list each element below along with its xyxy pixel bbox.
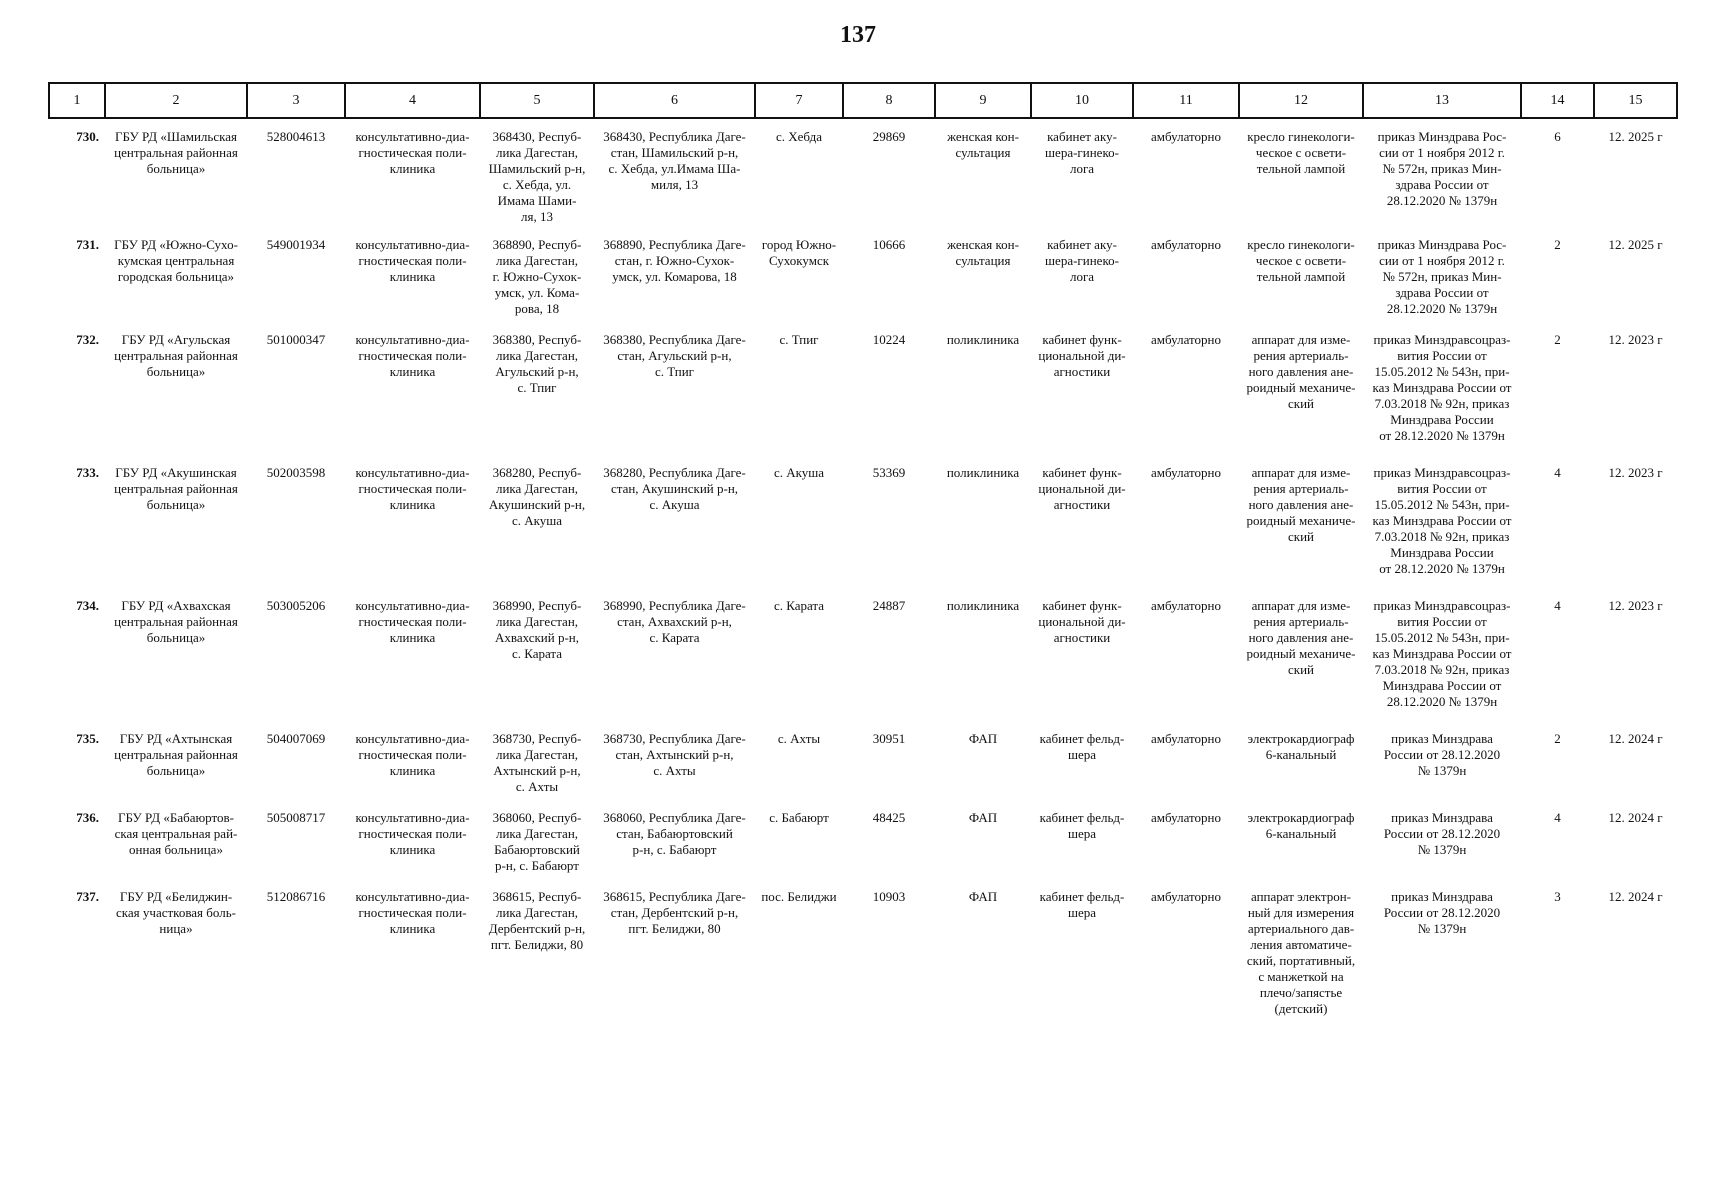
locality-cell <box>755 596 843 729</box>
column-header: 2 <box>105 83 247 118</box>
equipment-name: аппарат электрон- ный для измерения артериального дав- ления автоматиче- ский, портативный, с манжеткой на плечо/запястье (детский) <box>1246 889 1356 1016</box>
population: 48425 <box>872 810 906 825</box>
care-mode: амбулаторно <box>1151 731 1221 746</box>
room-name-cell <box>1031 729 1133 808</box>
care-mode: амбулаторно <box>1151 129 1221 144</box>
table-row <box>49 118 1677 235</box>
population-cell <box>843 330 935 463</box>
organization-name-cell <box>105 596 247 729</box>
room-name-cell <box>1031 808 1133 887</box>
locality-cell <box>755 463 843 596</box>
population: 53369 <box>872 465 906 480</box>
facility-type: консультативно-диа- гностическая поли- клиника <box>355 465 470 512</box>
column-header: 11 <box>1133 83 1239 118</box>
facility-type-cell <box>345 808 480 887</box>
table-row <box>49 729 1677 808</box>
address-full-cell <box>594 235 755 330</box>
organization-name-cell <box>105 887 247 1037</box>
row-number: 730. <box>76 129 99 144</box>
due-date: 12. 2023 г <box>1608 598 1663 613</box>
due-date-cell <box>1594 463 1677 596</box>
quantity: 6 <box>1554 129 1561 144</box>
locality-cell <box>755 887 843 1037</box>
care-mode-cell <box>1133 118 1239 235</box>
quantity: 3 <box>1554 889 1561 904</box>
care-mode: амбулаторно <box>1151 598 1221 613</box>
facility-type: консультативно-диа- гностическая поли- клиника <box>355 598 470 645</box>
inn-code-cell <box>247 330 345 463</box>
unit-type-cell <box>935 596 1031 729</box>
row-number-cell <box>49 118 105 235</box>
address-short-cell <box>480 330 594 463</box>
order-reference: приказ Минздравсоцраз- вития России от 15.05.2012 № 543н, при- каз Минздрава России от 7.03.2018 № 92н, приказ Минздрава России от 28.12.2020 № 1379н <box>1372 332 1512 443</box>
quantity: 2 <box>1554 237 1561 252</box>
unit-type: ФАП <box>968 810 998 825</box>
organization-name-cell <box>105 118 247 235</box>
locality-cell <box>755 808 843 887</box>
facility-type-cell <box>345 330 480 463</box>
inn-code: 504007069 <box>266 731 326 746</box>
column-header: 14 <box>1521 83 1594 118</box>
order-reference-cell <box>1363 887 1521 1037</box>
address-short-cell <box>480 118 594 235</box>
order-reference-cell <box>1363 729 1521 808</box>
facility-type-cell <box>345 887 480 1037</box>
row-number: 733. <box>76 465 99 480</box>
organization-name: ГБУ РД «Шамильская центральная районная больница» <box>114 129 238 176</box>
facility-type: консультативно-диа- гностическая поли- клиника <box>355 129 470 176</box>
order-reference-cell <box>1363 118 1521 235</box>
locality: с. Тпиг <box>779 332 819 347</box>
care-mode: амбулаторно <box>1151 332 1221 347</box>
room-name: кабинет функ- циональной ди- агностики <box>1038 332 1126 379</box>
order-reference: приказ Минздравсоцраз- вития России от 15.05.2012 № 543н, при- каз Минздрава России от 7.03.2018 № 92н, приказ Минздрава России от 28.12.2020 № 1379н <box>1372 465 1512 576</box>
unit-type-cell <box>935 118 1031 235</box>
header-row <box>49 83 1677 118</box>
inn-code: 505008717 <box>266 810 326 825</box>
row-number-cell <box>49 887 105 1037</box>
quantity-cell <box>1521 235 1594 330</box>
equipment-name-cell <box>1239 808 1363 887</box>
unit-type-cell <box>935 729 1031 808</box>
unit-type-cell <box>935 330 1031 463</box>
room-name-cell <box>1031 118 1133 235</box>
locality: пос. Белиджи <box>761 889 837 904</box>
row-number: 737. <box>76 889 99 904</box>
address-short: 368380, Респуб- лика Дагестан, Агульский р-н, с. Тпиг <box>492 332 582 395</box>
equipment-name: аппарат для изме- рения артериаль- ного давления ане- роидный механиче- ский <box>1246 332 1356 411</box>
due-date: 12. 2024 г <box>1608 731 1663 746</box>
address-full: 368280, Республика Даге- стан, Акушинский р-н, с. Акуша <box>603 465 746 512</box>
quantity-cell <box>1521 596 1594 729</box>
address-full-cell <box>594 596 755 729</box>
column-header: 10 <box>1031 83 1133 118</box>
address-full-cell <box>594 330 755 463</box>
address-full-cell <box>594 887 755 1037</box>
equipment-name: кресло гинекологи- ческое с освети- тельной лампой <box>1247 129 1355 176</box>
facility-type: консультативно-диа- гностическая поли- клиника <box>355 810 470 857</box>
equipment-name: аппарат для изме- рения артериаль- ного давления ане- роидный механиче- ский <box>1246 598 1356 677</box>
population: 30951 <box>872 731 906 746</box>
organization-name-cell <box>105 330 247 463</box>
organization-name-cell <box>105 463 247 596</box>
row-number-cell <box>49 729 105 808</box>
due-date: 12. 2025 г <box>1608 237 1663 252</box>
address-short-cell <box>480 887 594 1037</box>
address-short-cell <box>480 235 594 330</box>
quantity-cell <box>1521 808 1594 887</box>
organization-name-cell <box>105 808 247 887</box>
organization-name: ГБУ РД «Ахвахская центральная районная больница» <box>114 598 238 645</box>
address-full: 368380, Республика Даге- стан, Агульский р-н, с. Тпиг <box>603 332 746 379</box>
inn-code-cell <box>247 887 345 1037</box>
inn-code-cell <box>247 118 345 235</box>
quantity-cell <box>1521 887 1594 1037</box>
order-reference: приказ Минздрава России от 28.12.2020 № 1379н <box>1383 731 1501 778</box>
care-mode-cell <box>1133 729 1239 808</box>
organization-name-cell <box>105 235 247 330</box>
address-full: 368730, Республика Даге- стан, Ахтынский р-н, с. Ахты <box>603 731 746 778</box>
inn-code: 549001934 <box>266 237 326 252</box>
locality: с. Бабаюрт <box>769 810 829 825</box>
care-mode-cell <box>1133 596 1239 729</box>
locality-cell <box>755 118 843 235</box>
quantity: 4 <box>1554 465 1561 480</box>
inn-code-cell <box>247 463 345 596</box>
column-header: 4 <box>345 83 480 118</box>
organization-name-cell <box>105 729 247 808</box>
address-full: 368990, Республика Даге- стан, Ахвахский р-н, с. Карата <box>603 598 746 645</box>
order-reference-cell <box>1363 235 1521 330</box>
due-date-cell <box>1594 887 1677 1037</box>
organization-name: ГБУ РД «Ахтынская центральная районная больница» <box>114 731 238 778</box>
organization-name: ГБУ РД «Южно-Сухо- кумская центральная городская больница» <box>114 237 238 284</box>
quantity-cell <box>1521 729 1594 808</box>
unit-type-cell <box>935 235 1031 330</box>
inn-code: 503005206 <box>266 598 326 613</box>
order-reference: приказ Минздравсоцраз- вития России от 15.05.2012 № 543н, при- каз Минздрава России от 7.03.2018 № 92н, приказ Минздрава России от 28.12.2020 № 1379н <box>1372 598 1512 709</box>
room-name-cell <box>1031 463 1133 596</box>
address-full: 368430, Республика Даге- стан, Шамильский р-н, с. Хебда, ул.Имама Ша- миля, 13 <box>603 129 746 192</box>
due-date-cell <box>1594 729 1677 808</box>
unit-type: поликлиника <box>946 465 1020 480</box>
due-date-cell <box>1594 330 1677 463</box>
address-short: 368430, Респуб- лика Дагестан, Шамильский р-н, с. Хебда, ул. Имама Шами- ля, 13 <box>488 129 586 224</box>
room-name-cell <box>1031 330 1133 463</box>
order-reference-cell <box>1363 463 1521 596</box>
population: 10224 <box>872 332 906 347</box>
equipment-name-cell <box>1239 596 1363 729</box>
row-number: 735. <box>76 731 99 746</box>
population: 24887 <box>872 598 906 613</box>
room-name: кабинет аку- шера-гинеко- лога <box>1045 129 1119 176</box>
unit-type-cell <box>935 808 1031 887</box>
population-cell <box>843 808 935 887</box>
due-date: 12. 2024 г <box>1608 889 1663 904</box>
column-header: 8 <box>843 83 935 118</box>
inn-code-cell <box>247 808 345 887</box>
population-cell <box>843 463 935 596</box>
due-date-cell <box>1594 118 1677 235</box>
facility-type: консультативно-диа- гностическая поли- клиника <box>355 237 470 284</box>
column-header: 3 <box>247 83 345 118</box>
due-date-cell <box>1594 808 1677 887</box>
row-number: 731. <box>76 237 99 252</box>
equipment-name-cell <box>1239 330 1363 463</box>
locality: с. Хебда <box>775 129 823 144</box>
unit-type: поликлиника <box>946 332 1020 347</box>
order-reference: приказ Минздрава России от 28.12.2020 № 1379н <box>1383 889 1501 936</box>
facility-type: консультативно-диа- гностическая поли- клиника <box>355 332 470 379</box>
facility-type-cell <box>345 118 480 235</box>
address-short: 368730, Респуб- лика Дагестан, Ахтынский р-н, с. Ахты <box>492 731 582 794</box>
column-header: 1 <box>49 83 105 118</box>
row-number: 736. <box>76 810 99 825</box>
care-mode-cell <box>1133 330 1239 463</box>
row-number-cell <box>49 330 105 463</box>
unit-type: поликлиника <box>946 598 1020 613</box>
inn-code-cell <box>247 729 345 808</box>
population-cell <box>843 887 935 1037</box>
column-header: 9 <box>935 83 1031 118</box>
column-header: 7 <box>755 83 843 118</box>
quantity: 2 <box>1554 731 1561 746</box>
room-name: кабинет фельд- шера <box>1039 810 1125 841</box>
care-mode-cell <box>1133 463 1239 596</box>
care-mode: амбулаторно <box>1151 465 1221 480</box>
address-short-cell <box>480 596 594 729</box>
equipment-name: аппарат для изме- рения артериаль- ного давления ане- роидный механиче- ский <box>1246 465 1356 544</box>
address-full: 368890, Республика Даге- стан, г. Южно-Сухок- умск, ул. Комарова, 18 <box>603 237 746 284</box>
address-short: 368990, Респуб- лика Дагестан, Ахвахский р-н, с. Карата <box>492 598 582 661</box>
order-reference: приказ Минздрава Рос- сии от 1 ноября 2012 г. № 572н, приказ Мин- здрава России от 28.12.2020 № 1379н <box>1377 237 1507 316</box>
quantity: 4 <box>1554 598 1561 613</box>
order-reference: приказ Минздрава России от 28.12.2020 № 1379н <box>1383 810 1501 857</box>
population: 29869 <box>872 129 906 144</box>
quantity-cell <box>1521 330 1594 463</box>
unit-type: женская кон- сультация <box>947 237 1019 268</box>
unit-type: ФАП <box>968 889 998 904</box>
care-mode: амбулаторно <box>1151 237 1221 252</box>
column-header: 12 <box>1239 83 1363 118</box>
address-short-cell <box>480 463 594 596</box>
inn-code: 501000347 <box>266 332 326 347</box>
due-date-cell <box>1594 235 1677 330</box>
facility-type-cell <box>345 463 480 596</box>
facility-type-cell <box>345 729 480 808</box>
due-date-cell <box>1594 596 1677 729</box>
locality-cell <box>755 330 843 463</box>
room-name-cell <box>1031 887 1133 1037</box>
order-reference-cell <box>1363 596 1521 729</box>
column-header: 13 <box>1363 83 1521 118</box>
organization-name: ГБУ РД «Бабаюртов- ская центральная рай- онная больница» <box>114 810 238 857</box>
address-full-cell <box>594 463 755 596</box>
column-header: 5 <box>480 83 594 118</box>
facility-type: консультативно-диа- гностическая поли- клиника <box>355 889 470 936</box>
registry-table <box>48 82 1678 1037</box>
inn-code: 502003598 <box>266 465 326 480</box>
inn-code-cell <box>247 235 345 330</box>
equipment-name: электрокардиограф 6-канальный <box>1247 731 1355 762</box>
population-cell <box>843 118 935 235</box>
care-mode: амбулаторно <box>1151 810 1221 825</box>
table-row <box>49 330 1677 463</box>
equipment-name-cell <box>1239 235 1363 330</box>
equipment-name-cell <box>1239 887 1363 1037</box>
address-short-cell <box>480 808 594 887</box>
unit-type: женская кон- сультация <box>947 129 1019 160</box>
due-date: 12. 2025 г <box>1608 129 1663 144</box>
due-date: 12. 2024 г <box>1608 810 1663 825</box>
care-mode: амбулаторно <box>1151 889 1221 904</box>
facility-type-cell <box>345 235 480 330</box>
room-name-cell <box>1031 235 1133 330</box>
equipment-name-cell <box>1239 463 1363 596</box>
locality: с. Карата <box>773 598 825 613</box>
room-name: кабинет аку- шера-гинеко- лога <box>1045 237 1119 284</box>
population: 10666 <box>872 237 906 252</box>
row-number: 732. <box>76 332 99 347</box>
order-reference: приказ Минздрава Рос- сии от 1 ноября 2012 г. № 572н, приказ Мин- здрава России от 28.12.2020 № 1379н <box>1377 129 1507 208</box>
facility-type-cell <box>345 596 480 729</box>
address-full: 368615, Республика Даге- стан, Дербентский р-н, пгт. Белиджи, 80 <box>603 889 746 936</box>
room-name: кабинет функ- циональной ди- агностики <box>1038 598 1126 645</box>
address-full-cell <box>594 808 755 887</box>
order-reference-cell <box>1363 808 1521 887</box>
quantity: 4 <box>1554 810 1561 825</box>
row-number-cell <box>49 808 105 887</box>
address-full-cell <box>594 729 755 808</box>
equipment-name: кресло гинекологи- ческое с освети- тельной лампой <box>1247 237 1355 284</box>
organization-name: ГБУ РД «Акушинская центральная районная больница» <box>114 465 238 512</box>
page-number: 137 <box>840 22 876 48</box>
locality: город Южно- Сухокумск <box>761 237 837 268</box>
address-short-cell <box>480 729 594 808</box>
equipment-name: электрокардиограф 6-канальный <box>1247 810 1355 841</box>
population-cell <box>843 235 935 330</box>
address-full-cell <box>594 118 755 235</box>
due-date: 12. 2023 г <box>1608 332 1663 347</box>
unit-type: ФАП <box>968 731 998 746</box>
address-short: 368280, Респуб- лика Дагестан, Акушинский р-н, с. Акуша <box>488 465 586 528</box>
population: 10903 <box>872 889 906 904</box>
equipment-name-cell <box>1239 729 1363 808</box>
inn-code-cell <box>247 596 345 729</box>
locality-cell <box>755 729 843 808</box>
organization-name: ГБУ РД «Агульская центральная районная больница» <box>114 332 238 379</box>
address-short: 368060, Респуб- лика Дагестан, Бабаюртовский р-н, с. Бабаюрт <box>492 810 582 873</box>
population-cell <box>843 729 935 808</box>
table-row <box>49 887 1677 1037</box>
organization-name: ГБУ РД «Белиджин- ская участковая боль- ница» <box>116 889 236 936</box>
quantity-cell <box>1521 118 1594 235</box>
inn-code: 512086716 <box>266 889 326 904</box>
table-row <box>49 235 1677 330</box>
table-row <box>49 596 1677 729</box>
column-header: 6 <box>594 83 755 118</box>
room-name-cell <box>1031 596 1133 729</box>
row-number-cell <box>49 235 105 330</box>
care-mode-cell <box>1133 887 1239 1037</box>
locality-cell <box>755 235 843 330</box>
table-row <box>49 808 1677 887</box>
row-number-cell <box>49 596 105 729</box>
locality: с. Ахты <box>777 731 821 746</box>
locality: с. Акуша <box>773 465 825 480</box>
table-row <box>49 463 1677 596</box>
population-cell <box>843 596 935 729</box>
address-full: 368060, Республика Даге- стан, Бабаюртовский р-н, с. Бабаюрт <box>603 810 746 857</box>
care-mode-cell <box>1133 235 1239 330</box>
row-number: 734. <box>76 598 99 613</box>
quantity-cell <box>1521 463 1594 596</box>
row-number-cell <box>49 463 105 596</box>
address-short: 368890, Респуб- лика Дагестан, г. Южно-Сухок- умск, ул. Кома- рова, 18 <box>492 237 582 316</box>
room-name: кабинет фельд- шера <box>1039 731 1125 762</box>
equipment-name-cell <box>1239 118 1363 235</box>
unit-type-cell <box>935 463 1031 596</box>
column-header: 15 <box>1594 83 1677 118</box>
table-body <box>49 118 1677 1037</box>
care-mode-cell <box>1133 808 1239 887</box>
room-name: кабинет функ- циональной ди- агностики <box>1038 465 1126 512</box>
quantity: 2 <box>1554 332 1561 347</box>
address-short: 368615, Респуб- лика Дагестан, Дербентский р-н, пгт. Белиджи, 80 <box>488 889 586 952</box>
facility-type: консультативно-диа- гностическая поли- клиника <box>355 731 470 778</box>
room-name: кабинет фельд- шера <box>1039 889 1125 920</box>
due-date: 12. 2023 г <box>1608 465 1663 480</box>
order-reference-cell <box>1363 330 1521 463</box>
inn-code: 528004613 <box>266 129 326 144</box>
unit-type-cell <box>935 887 1031 1037</box>
